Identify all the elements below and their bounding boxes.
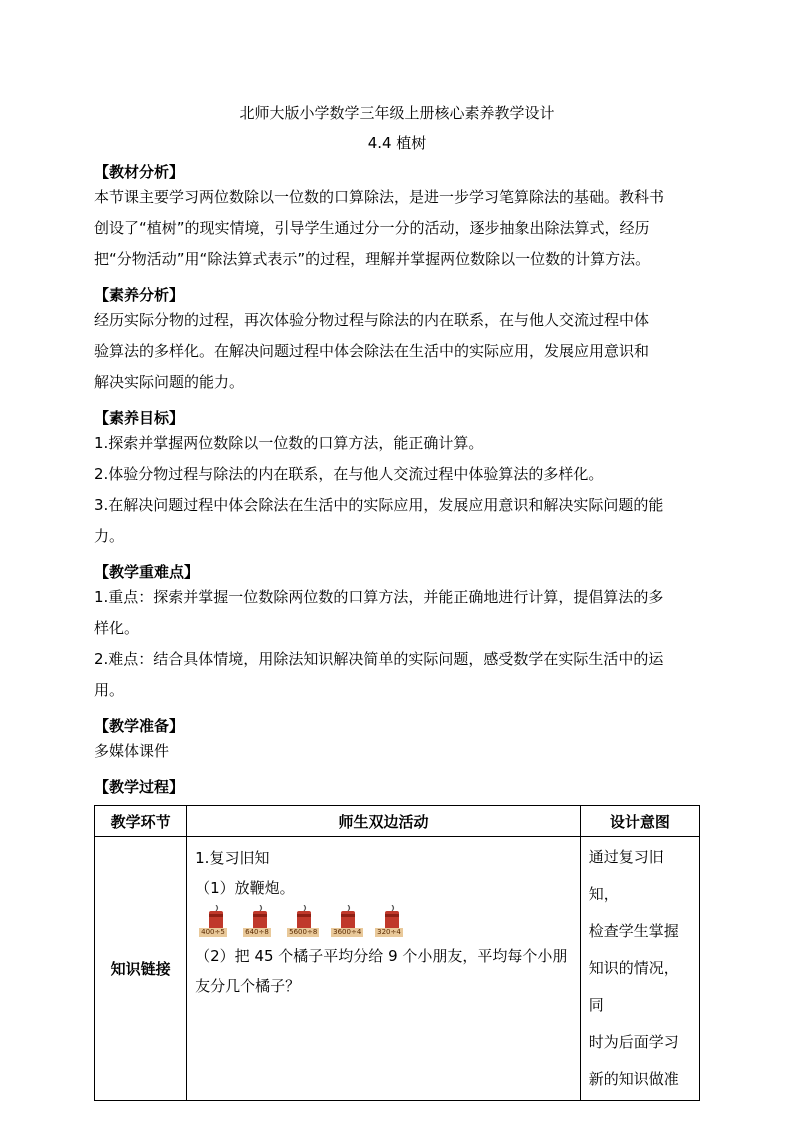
paragraph-line: 3.在解决问题过程中体会除法在生活中的实际应用，发展应用意识和解决实际问题的能: [94, 496, 664, 514]
firecracker-item: [287, 905, 321, 939]
firecracker-row: [199, 905, 574, 939]
header-activity: 师生双边活动: [187, 806, 581, 837]
paragraph-line: 把“分物活动”用“除法算式表示”的过程，理解并掌握两位数除以一位数的计算方法。: [94, 250, 651, 268]
intent-line: 检查学生掌握: [588, 922, 679, 940]
paragraph-line: 1.探索并掌握两位数除以一位数的口算方法，能正确计算。: [94, 434, 484, 452]
intent-line: 知识的情况，同: [588, 959, 679, 1014]
firecracker-expression: 640÷8: [245, 928, 269, 936]
section-heading-prep: 【教学准备】: [94, 717, 185, 735]
paragraph-line: 经历实际分物的过程，再次体验分物过程与除法的内在联系，在与他人交流过程中体: [94, 311, 650, 329]
section-body-literacy: [94, 305, 700, 398]
paragraph-line: 2.体验分物过程与除法的内在联系，在与他人交流过程中体验算法的多样化。: [94, 465, 604, 483]
activity-line: 1.复习旧知: [195, 849, 270, 867]
firecracker-item: [331, 905, 365, 939]
section-body-analysis: [94, 182, 700, 275]
activity-cell: [187, 837, 581, 1101]
firecracker-item: [375, 905, 409, 939]
document-title: 北师大版小学数学三年级上册核心素养教学设计: [239, 104, 555, 122]
paragraph-line: 验算法的多样化。在解决问题过程中体会除法在生活中的实际应用，发展应用意识和: [94, 342, 650, 360]
paragraph-line: 用。: [94, 681, 125, 699]
document-page: [94, 96, 700, 1101]
process-table: [94, 805, 700, 1101]
header-stage: 教学环节: [95, 806, 187, 837]
intent-line: 时为后面学习: [588, 1033, 679, 1051]
firecracker-item: [199, 905, 233, 939]
stage-cell: 知识链接: [95, 837, 187, 1101]
section-heading-goals: 【素养目标】: [94, 409, 185, 427]
firecracker-expression: 5600÷8: [289, 928, 318, 936]
intent-cell: [580, 837, 699, 1101]
paragraph-line: 样化。: [94, 619, 140, 637]
section-heading-keypoints: 【教学重难点】: [94, 563, 200, 581]
section-body-goals: [94, 428, 700, 552]
paragraph-line: 1.重点：探索并掌握一位数除两位数的口算方法，并能正确地进行计算，提倡算法的多: [94, 588, 664, 606]
prep-content: 多媒体课件: [94, 742, 170, 760]
section-heading-analysis: 【教材分析】: [94, 163, 185, 181]
section-heading-process: 【教学过程】: [94, 778, 185, 796]
paragraph-line: 本节课主要学习两位数除以一位数的口算除法，是进一步学习笔算除法的基础。教科书: [94, 188, 665, 206]
table-header-row: [95, 806, 700, 837]
firecracker-expression: 320÷4: [377, 928, 401, 936]
section-body-keypoints: [94, 582, 700, 706]
table-row: [95, 837, 700, 1101]
firecracker-expression: 400÷5: [201, 928, 225, 936]
paragraph-line: 力。: [94, 527, 125, 545]
intent-line: 新的知识做准: [588, 1070, 679, 1088]
activity-line: （2）把 45 个橘子平均分给 9 个小朋友，平均每个小朋: [195, 947, 568, 965]
activity-line: （1）放鞭炮。: [195, 879, 295, 897]
paragraph-line: 解决实际问题的能力。: [94, 373, 245, 391]
lesson-title: 4.4 植树: [367, 134, 427, 152]
firecracker-expression: 3600÷4: [333, 928, 362, 936]
firecracker-item: [243, 905, 277, 939]
section-heading-literacy: 【素养分析】: [94, 286, 185, 304]
activity-line: 友分几个橘子？: [195, 977, 301, 995]
paragraph-line: 创设了“植树”的现实情境，引导学生通过分一分的活动，逐步抽象出除法算式，经历: [94, 219, 650, 237]
paragraph-line: 2.难点：结合具体情境，用除法知识解决简单的实际问题，感受数学在实际生活中的运: [94, 650, 664, 668]
intent-line: 通过复习旧知，: [588, 848, 664, 903]
header-intent: 设计意图: [580, 806, 699, 837]
